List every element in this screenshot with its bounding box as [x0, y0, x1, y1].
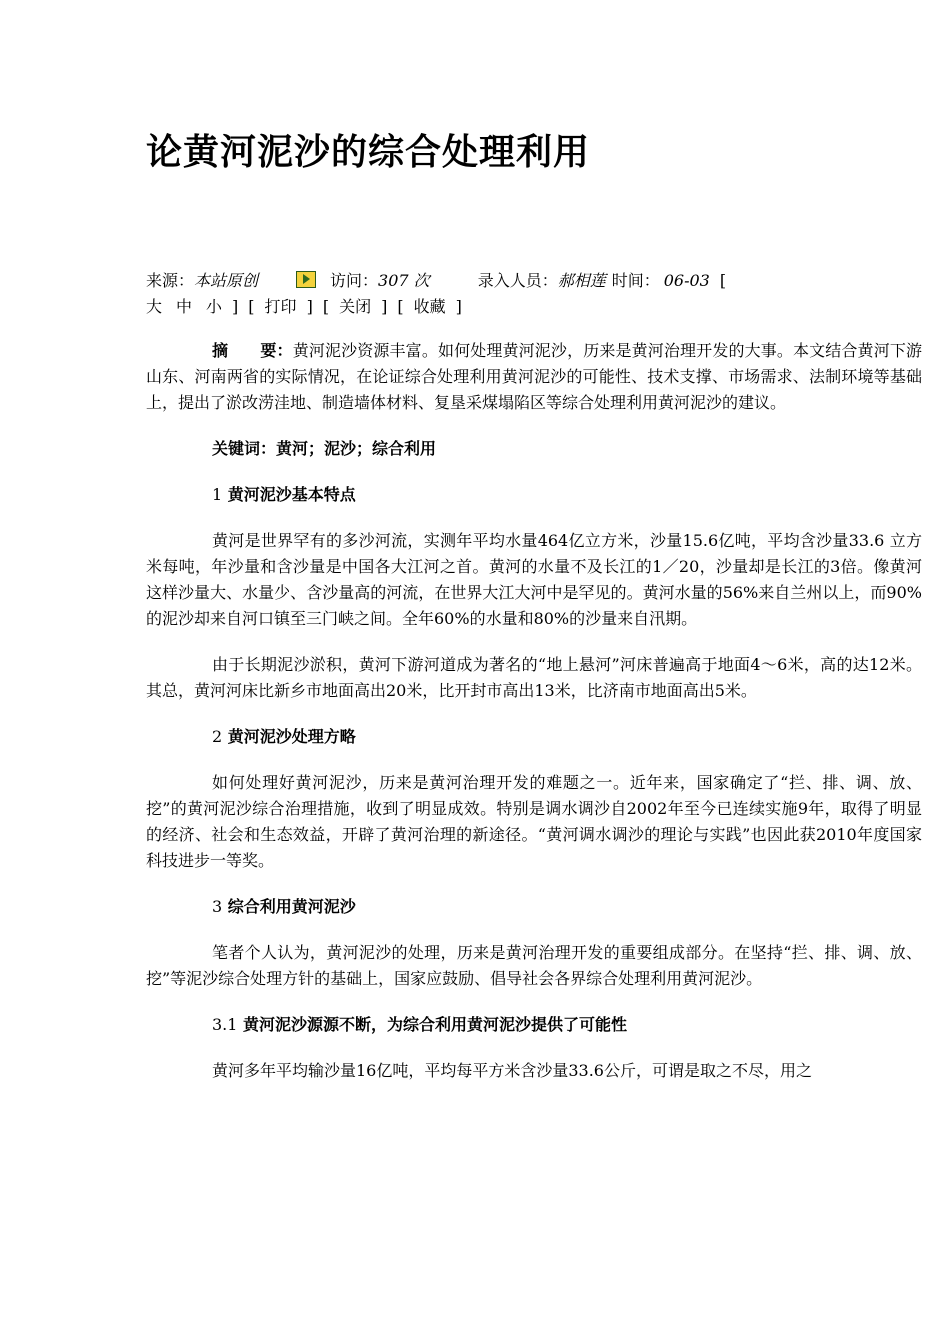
visits-label: 访问：: [330, 271, 379, 290]
section-3-1-paragraph-1: 黄河多年平均输沙量16亿吨，平均每平方米含沙量33.6公斤，可谓是取之不尽，用之: [212, 1061, 812, 1080]
section-heading-3: 3 综合利用黄河泥沙: [212, 897, 356, 916]
font-medium-link[interactable]: 中: [176, 297, 193, 316]
bracket-open-4: [: [397, 297, 404, 316]
section-2-paragraph-1: 如何处理好黄河泥沙，历来是黄河治理开发的难题之一。近年来，国家确定了“拦、排、调、放、挖”的黄河泥沙综合治理措施，收到了明显成效。特别是调水调沙自2002年至今已连续实施9年，取得了明显的经济、社会和生态效益，开辟了黄河治理的新途径。“黄河调水调沙的理论与实践”也因此获2010年度国家科技进步一等奖。: [146, 773, 922, 870]
article-title: 论黄河泥沙的综合处理利用: [146, 131, 591, 173]
favorite-link[interactable]: 收藏: [413, 297, 446, 316]
article-meta: [146, 268, 922, 320]
editor-value: 郝相莲: [557, 271, 606, 290]
section-heading-2: 2 黄河泥沙处理方略: [212, 727, 356, 746]
meta-line-1: [146, 268, 922, 294]
visits-value: 307 次: [378, 271, 430, 290]
font-small-link[interactable]: 小: [206, 297, 223, 316]
arrow-icon: [296, 271, 316, 288]
abstract-paragraph: [146, 338, 922, 416]
bracket-close-3: ]: [381, 297, 388, 316]
section-heading-1: 1 黄河泥沙基本特点: [212, 485, 356, 504]
font-large-link[interactable]: 大: [146, 297, 163, 316]
abstract-text: 黄河泥沙资源丰富。如何处理黄河泥沙，历来是黄河治理开发的大事。本文结合黄河下游山东、河南两省的实际情况，在论证综合处理利用黄河泥沙的可能性、技术支撑、市场需求、法制环境等基础上，提出了淤改涝洼地、制造墙体材料、复垦采煤塌陷区等综合处理利用黄河泥沙的建议。: [146, 341, 922, 412]
close-link[interactable]: 关闭: [339, 297, 372, 316]
bracket-open-2: [: [248, 297, 255, 316]
bracket-open: [: [719, 271, 727, 290]
time-label: 时间：: [611, 271, 660, 290]
bracket-close-2: ]: [306, 297, 313, 316]
meta-line-2: [146, 294, 922, 320]
editor-label: 录入人员：: [477, 271, 558, 290]
bracket-close-1: ]: [232, 297, 239, 316]
section-heading-3-1: 3.1 黄河泥沙源源不断，为综合利用黄河泥沙提供了可能性: [212, 1015, 628, 1034]
article-body: [146, 338, 922, 1104]
bracket-close-4: ]: [455, 297, 462, 316]
keywords: 关键词：黄河；泥沙；综合利用: [212, 439, 437, 458]
source-value: 本站原创: [194, 271, 259, 290]
print-link[interactable]: 打印: [264, 297, 297, 316]
source-label: 来源：: [146, 271, 195, 290]
section-1-paragraph-2: 由于长期泥沙淤积，黄河下游河道成为著名的“地上悬河”河床普遍高于地面4～6米，高的达12米。其总，黄河河床比新乡市地面高出20米，比开封市高出13米，比济南市地面高出5米。: [146, 655, 922, 700]
abstract-label: 摘 要：: [212, 341, 293, 360]
bracket-open-3: [: [322, 297, 330, 316]
section-3-paragraph-1: 笔者个人认为，黄河泥沙的处理，历来是黄河治理开发的重要组成部分。在坚持“拦、排、调、放、挖”等泥沙综合处理方针的基础上，国家应鼓励、倡导社会各界综合处理利用黄河泥沙。: [146, 943, 922, 988]
section-1-paragraph-1: 黄河是世界罕有的多沙河流，实测年平均水量464亿立方米，沙量15.6亿吨，平均含沙量33.6 立方米每吨，年沙量和含沙量是中国各大江河之首。黄河的水量不及长江的1／20，沙量却是长江的3倍。像黄河这样沙量大、水量少、含沙量高的河流，在世界大江大河中是罕见的。黄河水量的56%来自兰州以上，而90%的泥沙却来自河口镇至三门峡之间。全年60%的水量和80%的沙量来自汛期。: [146, 531, 922, 628]
time-value: 06-03: [663, 271, 710, 290]
